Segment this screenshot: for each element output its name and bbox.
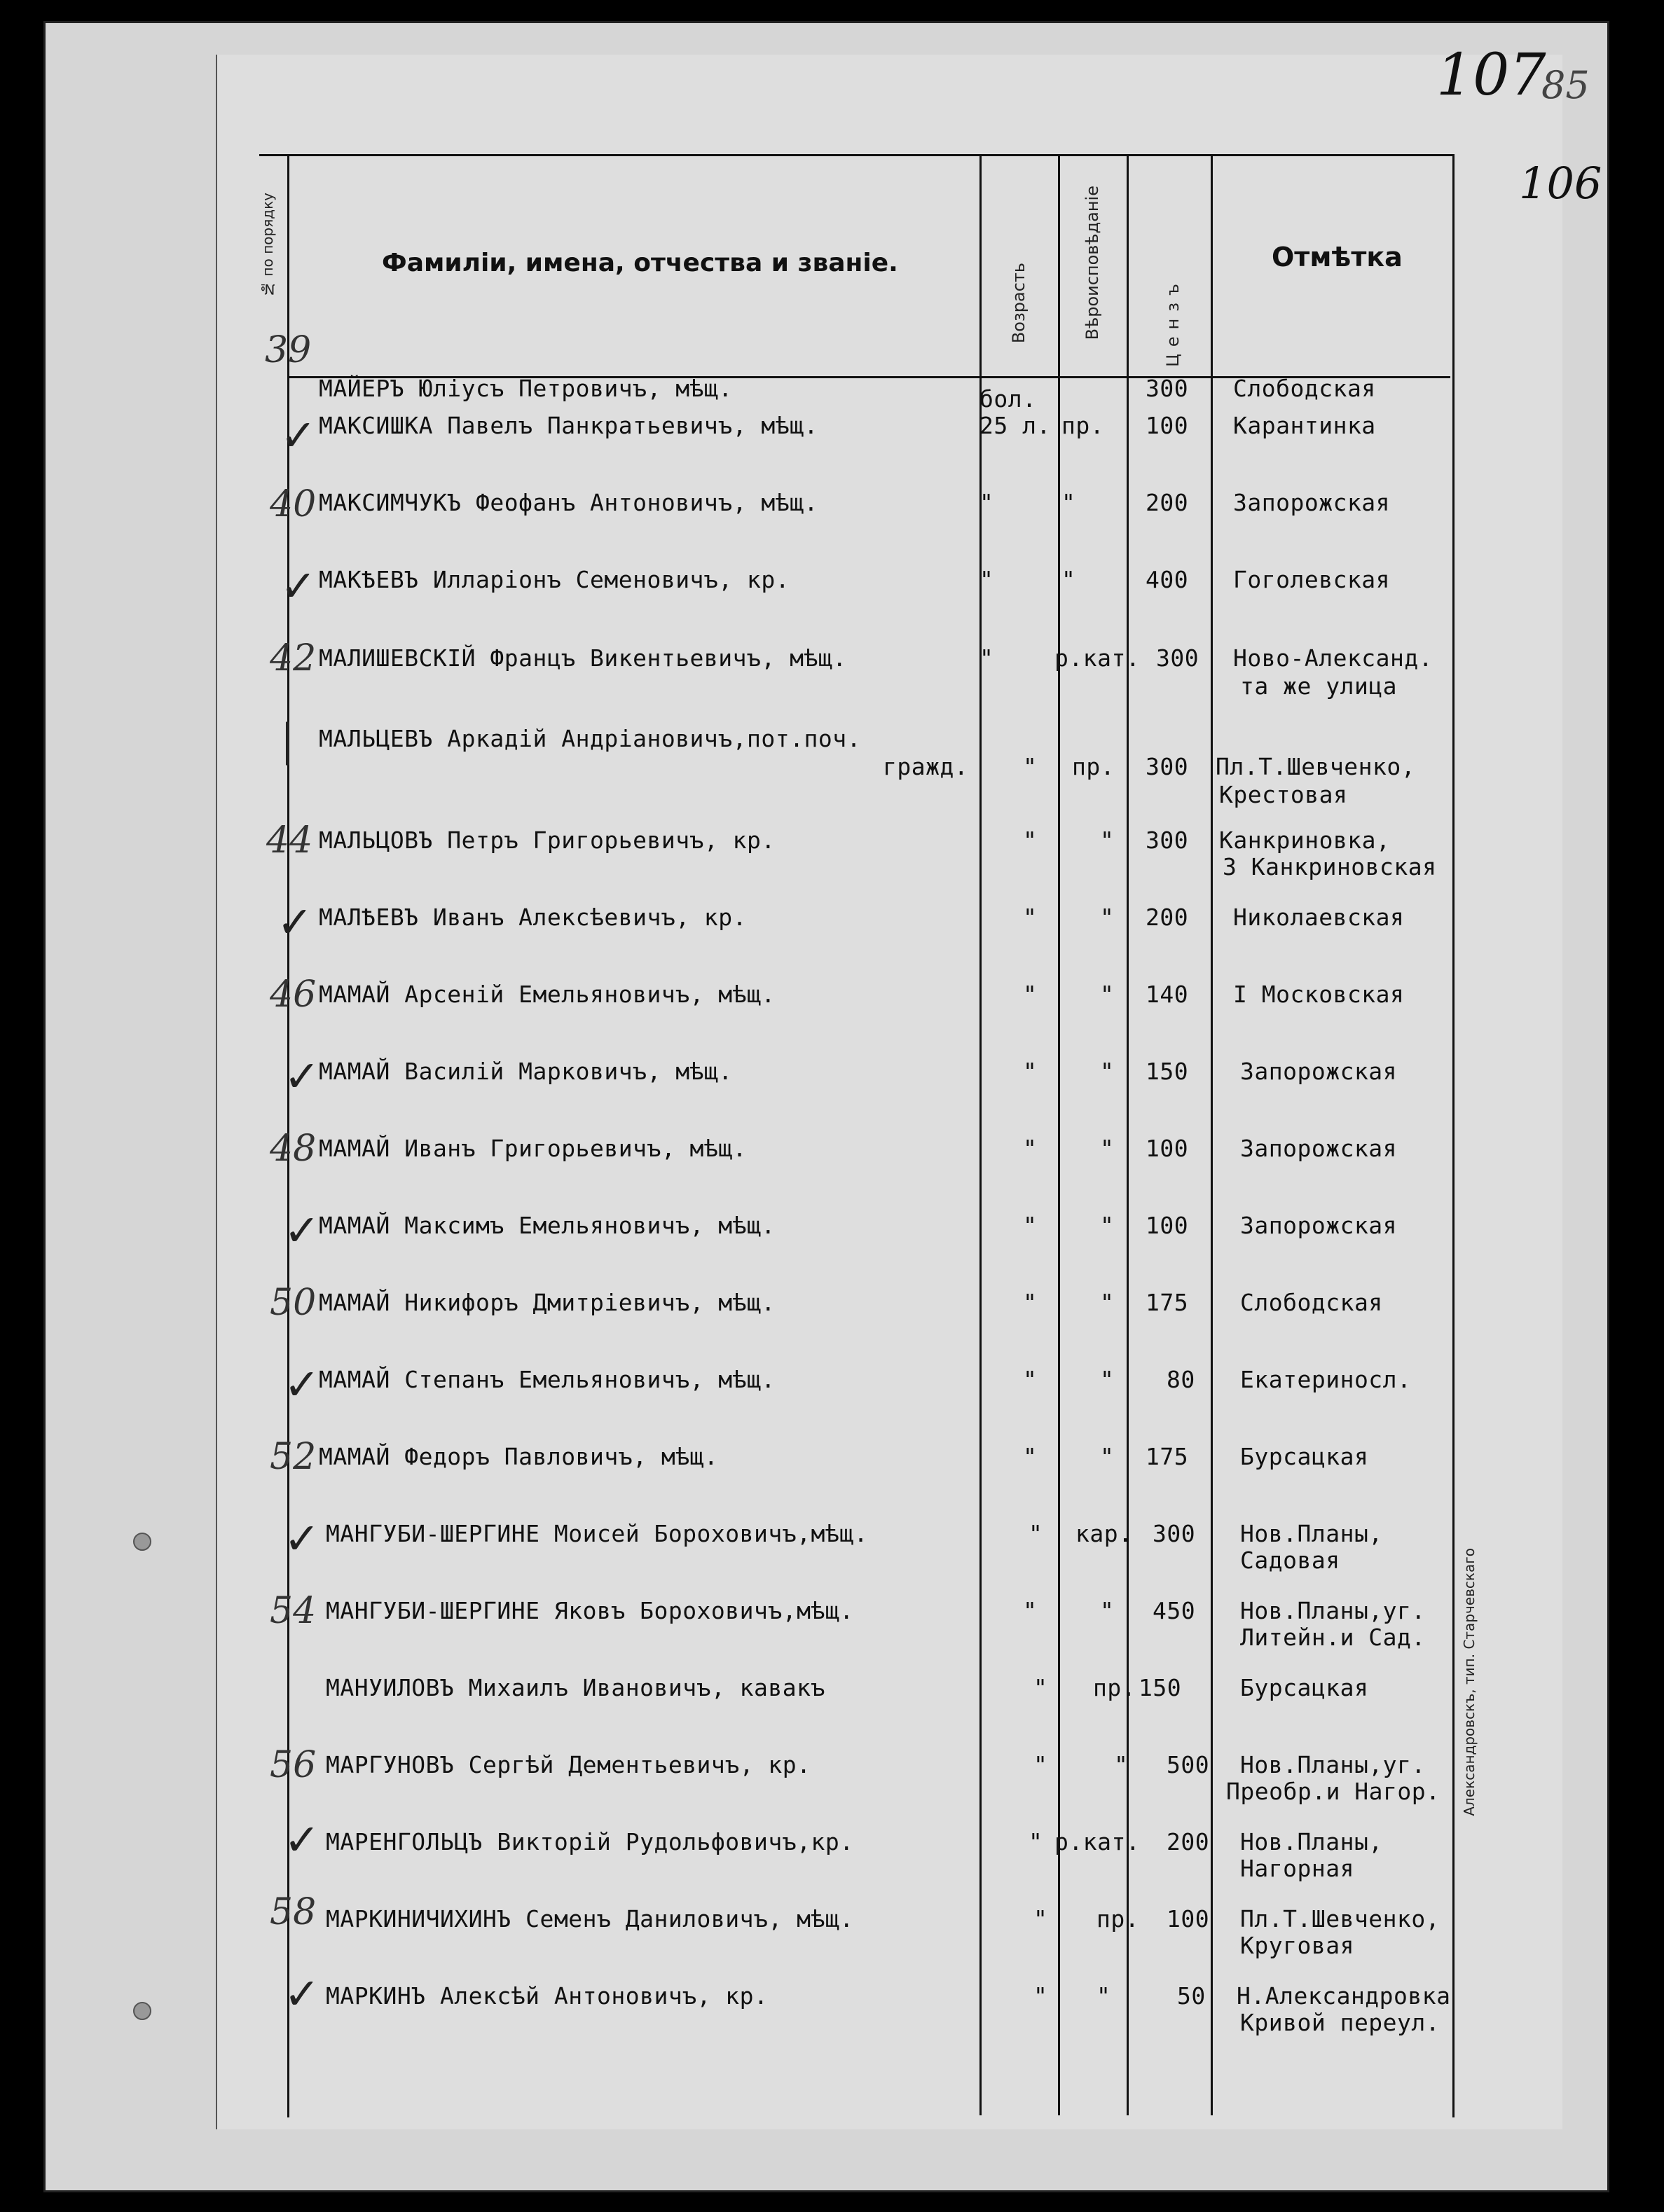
row-census: 300 xyxy=(1146,753,1189,780)
check-mark: ✓ xyxy=(284,1205,320,1256)
row-religion: кар. xyxy=(1075,1520,1133,1547)
row-religion: " xyxy=(1100,1597,1115,1624)
check-mark: ✓ xyxy=(284,1814,320,1865)
row-census: 50 xyxy=(1177,1982,1206,2010)
row-religion: р.кат. xyxy=(1054,644,1141,672)
row-age: " xyxy=(979,489,994,516)
row-age: " xyxy=(1029,1520,1043,1547)
row-age: " xyxy=(1029,1828,1043,1855)
row-note: Пл.Т.Шевченко, xyxy=(1240,1905,1440,1933)
row-name: МАКСИМЧУКЪ Феофанъ Антоновичъ, мѣщ. xyxy=(319,489,818,516)
row-census: 100 xyxy=(1146,1212,1189,1239)
row-name: МАНУИЛОВЪ Михаилъ Ивановичъ, кавакъ xyxy=(326,1674,825,1701)
row-census: 100 xyxy=(1146,1135,1189,1162)
row-name: МАЛЬЦОВЪ Петръ Григорьевичъ, кр. xyxy=(319,827,776,854)
row-census: 175 xyxy=(1146,1443,1189,1470)
row-note-line2: Кривой переул. xyxy=(1240,2009,1440,2036)
row-note-line2: Преобр.и Нагор. xyxy=(1226,1778,1440,1805)
row-note-line2: Круговая xyxy=(1240,1932,1354,1959)
row-note: Слободская xyxy=(1233,375,1376,402)
row-religion: р.кат. xyxy=(1054,1828,1141,1855)
row-name: МАКСИШКА Павелъ Панкратьевичъ, мѣщ. xyxy=(319,412,818,439)
row-number: 42 xyxy=(270,637,317,679)
row-census: 450 xyxy=(1153,1597,1196,1624)
row-religion: " xyxy=(1100,981,1115,1008)
row-census: 300 xyxy=(1146,375,1189,402)
row-name: МАНГУБИ-ШЕРГИНЕ Яковъ Бороховичъ,мѣщ. xyxy=(326,1597,854,1624)
row-note: Запорожская xyxy=(1240,1212,1398,1239)
row-religion: пр. xyxy=(1061,412,1105,439)
row-religion: пр. xyxy=(1093,1674,1136,1701)
row-note: Нов.Планы, xyxy=(1240,1520,1383,1547)
row-note-line2: та же улица xyxy=(1240,672,1398,700)
check-mark: ✓ xyxy=(284,1051,320,1102)
row-census: 200 xyxy=(1146,489,1189,516)
row-name: МАЛИШЕВСКIЙ Францъ Викентьевичъ, мѣщ. xyxy=(319,644,847,672)
row-name: МАНГУБИ-ШЕРГИНЕ Моисей Бороховичъ,мѣщ. xyxy=(326,1520,868,1547)
header-note: Отмѣтка xyxy=(1272,242,1403,272)
row-age: " xyxy=(1023,1135,1038,1162)
row-note: I Московская xyxy=(1233,981,1405,1008)
row-name: МАМАЙ Степанъ Емельяновичъ, мѣщ. xyxy=(319,1366,776,1393)
row-age: " xyxy=(1023,1289,1038,1316)
row-note: Запорожская xyxy=(1240,1058,1398,1085)
header-census: Цензъ xyxy=(1163,277,1183,367)
row-age: " xyxy=(1033,1751,1048,1778)
row-census: 100 xyxy=(1167,1905,1210,1933)
check-mark: | xyxy=(280,714,295,766)
row-age: " xyxy=(1023,1597,1038,1624)
row-age: бол. xyxy=(979,385,1037,413)
row-number: 48 xyxy=(270,1128,317,1170)
row-census: 150 xyxy=(1146,1058,1189,1085)
row-census: 200 xyxy=(1167,1828,1210,1855)
binding-hole xyxy=(133,1533,151,1551)
row-census: 300 xyxy=(1153,1520,1196,1547)
row-name: МАМАЙ Федоръ Павловичъ, мѣщ. xyxy=(319,1443,719,1470)
row-note: Канкриновка, xyxy=(1219,827,1391,854)
header-name: Фамилiи, имена, отчества и званiе. xyxy=(382,249,898,277)
column-rule xyxy=(1058,154,1060,2115)
row-name: МАРГУНОВЪ Сергѣй Дементьевичъ, кр. xyxy=(326,1751,811,1778)
row-note: Карантинка xyxy=(1233,412,1376,439)
row-note: Нов.Планы,уг. xyxy=(1240,1751,1426,1778)
row-census: 400 xyxy=(1146,566,1189,593)
row-census: 150 xyxy=(1139,1674,1182,1701)
row-age: " xyxy=(1023,753,1038,780)
row-number: 58 xyxy=(270,1891,317,1933)
row-religion: " xyxy=(1100,904,1115,931)
row-number: 44 xyxy=(266,820,313,862)
row-religion: " xyxy=(1061,566,1076,593)
row-number: 50 xyxy=(270,1282,317,1324)
row-note: Бурсацкая xyxy=(1240,1674,1369,1701)
row-census: 140 xyxy=(1146,981,1189,1008)
row-note: Пл.Т.Шевченко, xyxy=(1216,753,1416,780)
row-name: МАМАЙ Максимъ Емельяновичъ, мѣщ. xyxy=(319,1212,776,1239)
row-religion: " xyxy=(1061,489,1076,516)
row-note-line2: Садовая xyxy=(1240,1547,1340,1574)
row-note-line2: Литейн.и Сад. xyxy=(1240,1624,1426,1651)
row-census: 500 xyxy=(1167,1751,1210,1778)
row-age: " xyxy=(1023,827,1038,854)
row-census: 100 xyxy=(1146,412,1189,439)
row-religion: " xyxy=(1100,1443,1115,1470)
row-note: Ново-Александ. xyxy=(1233,644,1433,672)
row-note: Гоголевская xyxy=(1233,566,1391,593)
row-name: МАМАЙ Иванъ Григорьевичъ, мѣщ. xyxy=(319,1135,748,1162)
row-age: " xyxy=(1023,981,1038,1008)
row-name: МАРКИНЪ Алексѣй Антоновичъ, кр. xyxy=(326,1982,769,2010)
row-note-line2: Нагорная xyxy=(1240,1855,1354,1882)
row-age: " xyxy=(1033,1982,1048,2010)
header-number: № по порядку xyxy=(259,193,276,298)
row-age: " xyxy=(1033,1674,1048,1701)
row-note: Н.Александровка xyxy=(1237,1982,1451,2010)
row-name: МАКѢЕВЪ Илларiонъ Семеновичъ, кр. xyxy=(319,566,790,593)
row-age: " xyxy=(1023,1443,1038,1470)
row-religion: " xyxy=(1096,1982,1111,2010)
row-religion: " xyxy=(1100,827,1115,854)
row-age: " xyxy=(979,644,994,672)
header-age: Возрасть xyxy=(1009,263,1029,344)
folio-number-stamp: 106 xyxy=(1519,158,1602,209)
binding-hole xyxy=(133,2002,151,2020)
row-name: МАМАЙ Василiй Марковичъ, мѣщ. xyxy=(319,1058,733,1085)
check-mark: ✓ xyxy=(284,1359,320,1410)
folio-number-old: 85 xyxy=(1541,63,1590,107)
row-name: МАМАЙ Никифоръ Дмитрiевичъ, мѣщ. xyxy=(319,1289,776,1316)
row-age: " xyxy=(979,566,994,593)
check-mark: ✓ xyxy=(277,897,313,948)
folio-number: 107 xyxy=(1436,42,1546,109)
row-religion: пр. xyxy=(1096,1905,1140,1933)
row-religion: " xyxy=(1100,1212,1115,1239)
row-religion: " xyxy=(1100,1366,1115,1393)
check-mark: ✓ xyxy=(280,410,317,461)
row-number: 39 xyxy=(265,329,312,371)
row-name: МАМАЙ Арсенiй Емельяновичъ, мѣщ. xyxy=(319,981,776,1008)
row-census: 300 xyxy=(1156,644,1199,672)
row-name: МАРКИНИЧИХИНЪ Семенъ Даниловичъ, мѣщ. xyxy=(326,1905,854,1933)
row-religion: пр. xyxy=(1072,753,1115,780)
row-number: 46 xyxy=(270,974,317,1016)
row-age: " xyxy=(1023,1366,1038,1393)
row-religion: " xyxy=(1100,1058,1115,1085)
row-number: 40 xyxy=(270,483,317,525)
row-religion: " xyxy=(1100,1289,1115,1316)
check-mark: ✓ xyxy=(284,1513,320,1564)
row-note-line2: 3 Канкриновская xyxy=(1223,853,1437,880)
column-rule xyxy=(1127,154,1129,2115)
row-number: 54 xyxy=(270,1590,317,1632)
header-religion: Вѣроисповѣданiе xyxy=(1082,186,1102,340)
row-name: МАЛЬЦЕВЪ Аркадiй Андрiановичъ,пот.поч. xyxy=(319,725,861,752)
row-note: Николаевская xyxy=(1233,904,1405,931)
row-note-line2: Крестовая xyxy=(1219,781,1348,808)
row-name: МАЙЕРЪ Юлiусъ Петровичъ, мѣщ. xyxy=(319,375,733,402)
row-name: МАРЕНГОЛЬЦЪ Викторiй Рудольфовичъ,кр. xyxy=(326,1828,854,1855)
row-age: 25 л. xyxy=(979,412,1051,439)
row-age: " xyxy=(1023,1212,1038,1239)
row-note: Запорожская xyxy=(1240,1135,1398,1162)
row-note: Слободская xyxy=(1240,1289,1383,1316)
column-rule xyxy=(979,154,982,2115)
row-census: 200 xyxy=(1146,904,1189,931)
row-census: 300 xyxy=(1146,827,1189,854)
row-note: Нов.Планы, xyxy=(1240,1828,1383,1855)
row-religion: " xyxy=(1100,1135,1115,1162)
row-name: МАЛѢЕВЪ Иванъ Алексѣевичъ, кр. xyxy=(319,904,748,931)
row-age: " xyxy=(1023,904,1038,931)
column-rule xyxy=(1211,154,1213,2115)
row-name-line2: гражд. xyxy=(883,753,969,780)
row-note: Екатериносл. xyxy=(1240,1366,1412,1393)
row-census: 80 xyxy=(1167,1366,1195,1393)
row-religion: " xyxy=(1114,1751,1129,1778)
check-mark: ✓ xyxy=(284,1968,320,2019)
printer-imprint: Александровскъ, тип. Старчевскаго xyxy=(1461,1548,1478,1816)
check-mark: ✓ xyxy=(280,560,317,611)
row-census: 175 xyxy=(1146,1289,1189,1316)
row-note: Нов.Планы,уг. xyxy=(1240,1597,1426,1624)
row-age: " xyxy=(1033,1905,1048,1933)
row-number: 52 xyxy=(270,1436,317,1478)
row-note: Бурсацкая xyxy=(1240,1443,1369,1470)
row-age: " xyxy=(1023,1058,1038,1085)
row-note: Запорожская xyxy=(1233,489,1391,516)
row-number: 56 xyxy=(270,1744,317,1786)
